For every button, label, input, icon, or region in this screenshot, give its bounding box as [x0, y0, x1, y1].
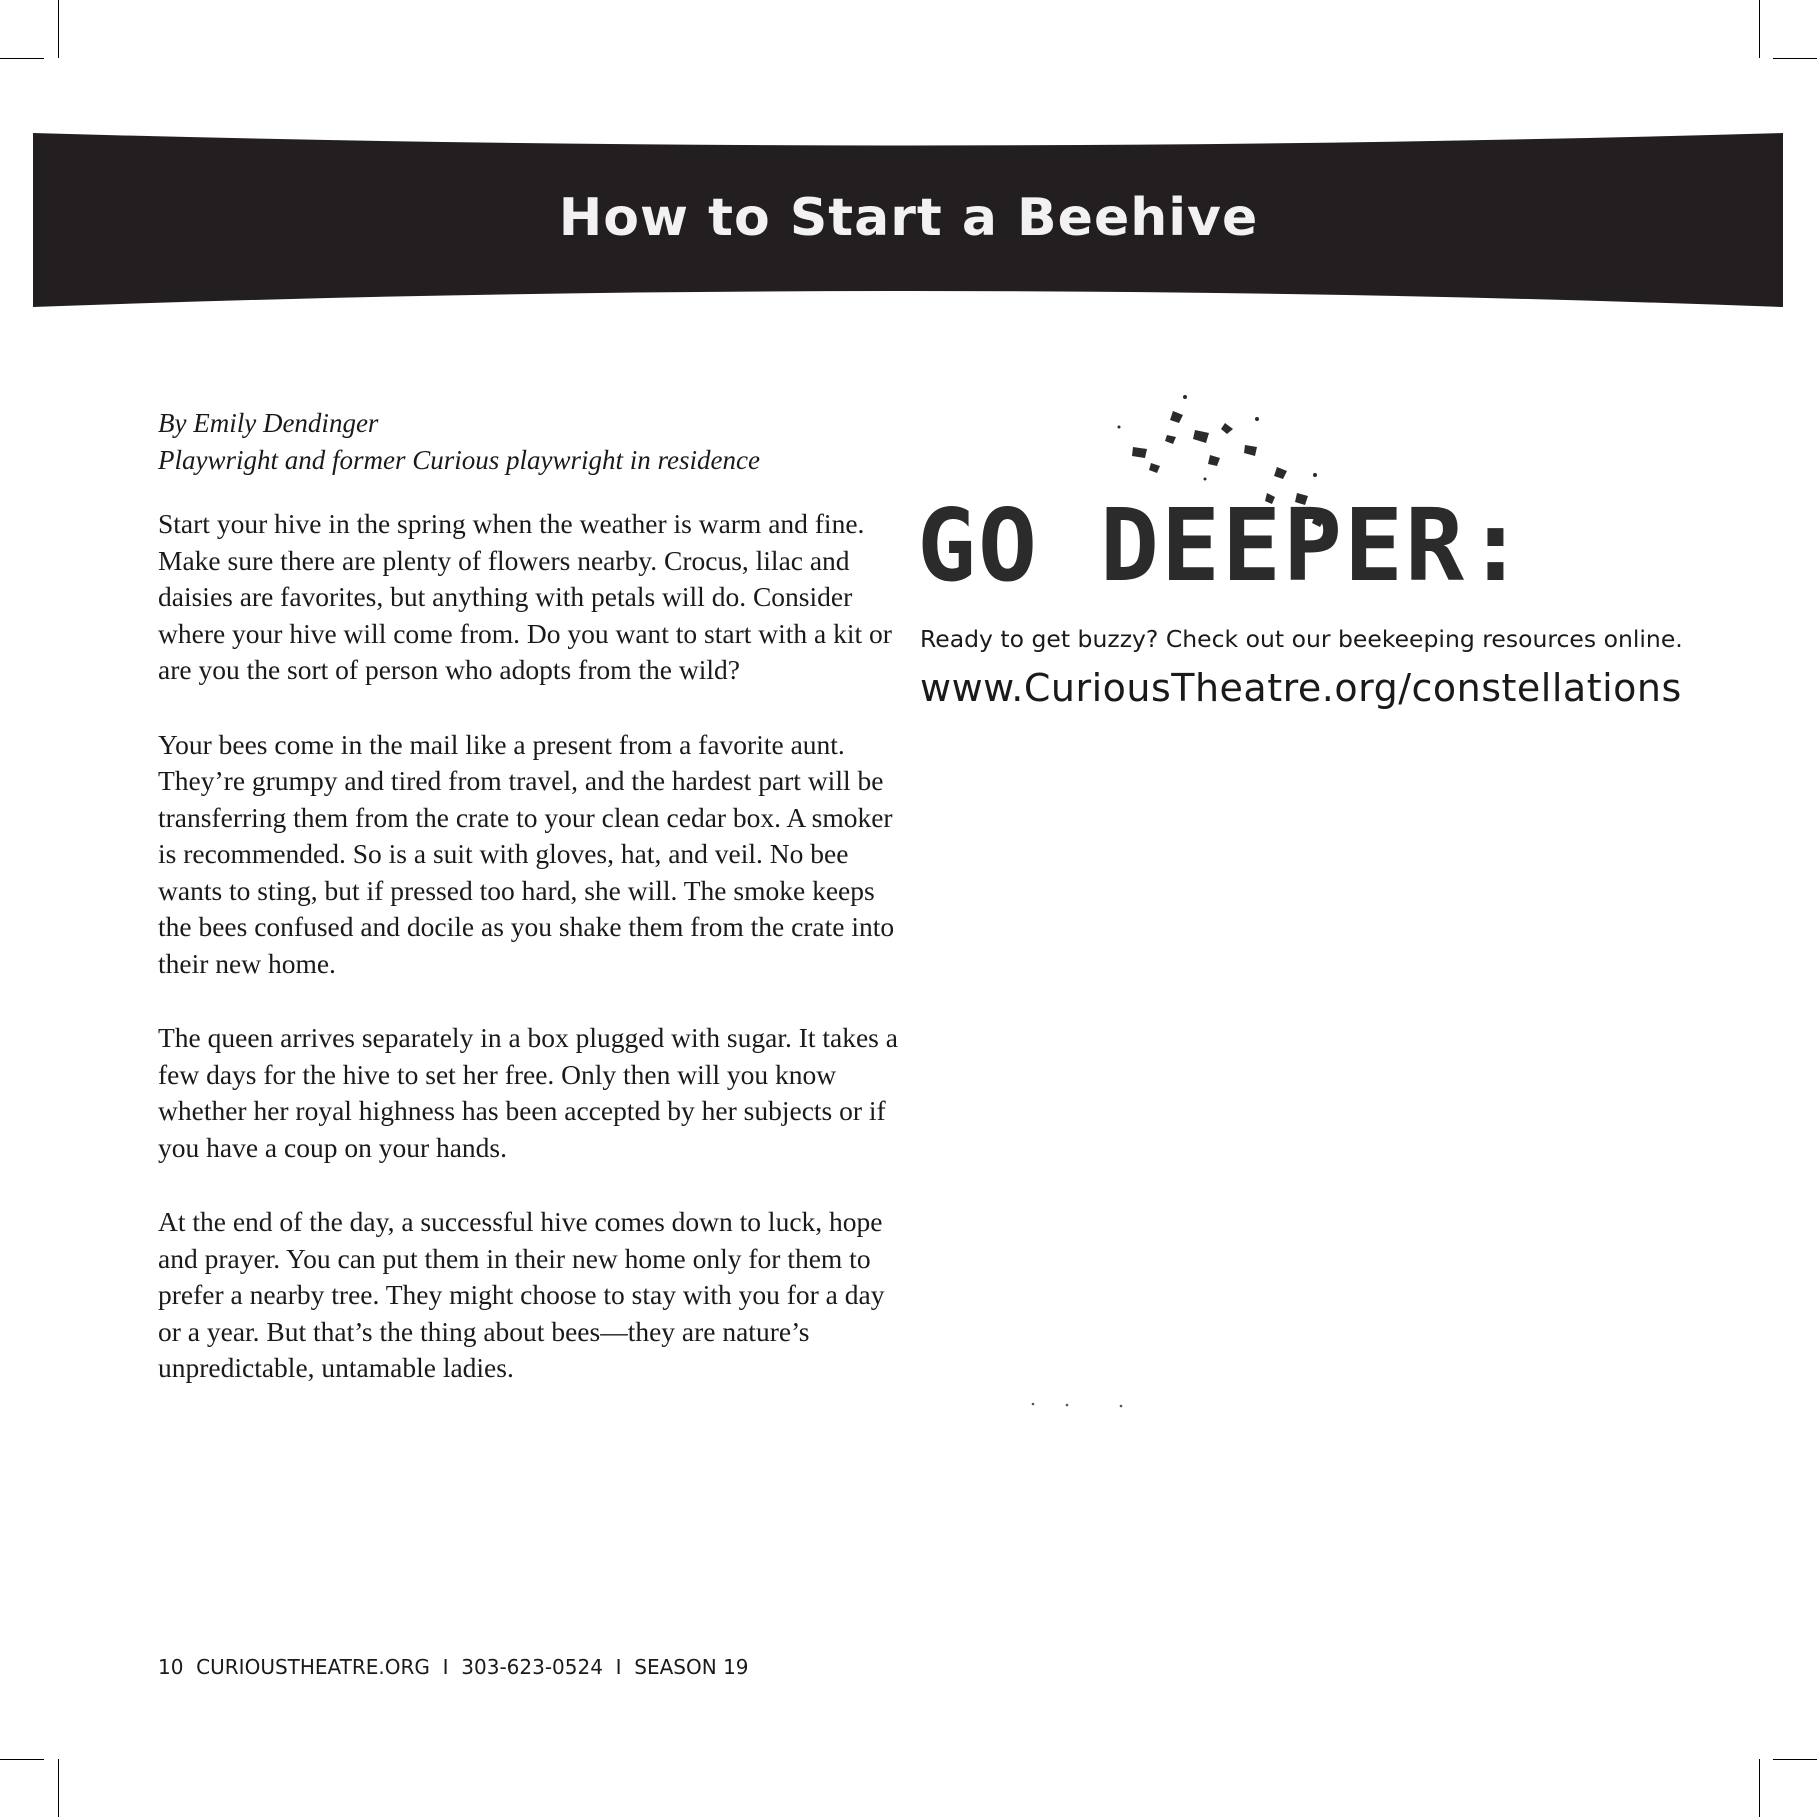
byline — [158, 405, 760, 479]
crop-mark — [58, 1759, 59, 1817]
page-number: 10 — [158, 1655, 184, 1679]
footer-season: SEASON 19 — [634, 1655, 749, 1679]
page-title: How to Start a Beehive — [558, 188, 1259, 248]
footer-separator: I — [442, 1655, 449, 1679]
footer-site: CURIOUSTHEATRE.ORG — [196, 1655, 430, 1679]
paragraph: Your bees come in the mail like a present from a favorite aunt. They’re grumpy and tired from travel, and the hardest part will be transferring them from the crate to your clean cedar box. A smoker is recommended. So is a suit with gloves, hat, and veil. No bee wants to sting, but if pressed too hard, she will. The smoke keeps the bees confused and docile as you shake them from the crate into their new home. — [158, 728, 895, 979]
article-body — [158, 506, 898, 1425]
paragraph: Start your hive in the spring when the weather is warm and fine. Make sure there are plenty of flowers nearby. Crocus, lilac and daisies are favorites, but anything with petals will do. Consider where your hive will come from. Do you want to start with a kit or are you the sort of person who adopts from the wild? — [158, 508, 892, 685]
resources-tagline: Ready to get buzzy? Check out our beekeeping resources online. — [920, 625, 1683, 653]
footer-phone: 303-623-0524 — [461, 1655, 603, 1679]
resources-link[interactable]: www.CuriousTheatre.org/constellations — [920, 666, 1682, 710]
stray-specks — [1025, 1398, 1135, 1412]
footer-separator: I — [615, 1655, 622, 1679]
crop-mark — [0, 1759, 44, 1760]
author-role: Playwright and former Curious playwright in residence — [158, 445, 760, 475]
crop-mark — [1773, 1759, 1817, 1760]
author-name: By Emily Dendinger — [158, 408, 379, 438]
crop-mark — [1759, 1759, 1760, 1817]
paragraph: At the end of the day, a successful hive comes down to luck, hope and prayer. You can put them in their new home only for them to prefer a nearby tree. They might choose to stay with you for a day or a year. But that’s the thing about bees—they are nature’s unpredictable, untamable ladies. — [158, 1206, 885, 1383]
title-banner — [0, 0, 1817, 330]
paragraph: The queen arrives separately in a box plugged with sugar. It takes a few days for the hive to set her free. Only then will you know whether her royal highness has been accepted by her subjects or if you have a coup on your hands. — [158, 1022, 898, 1163]
page-footer — [158, 1653, 749, 1681]
go-deeper-title: GO DEEPER: — [917, 487, 1528, 605]
